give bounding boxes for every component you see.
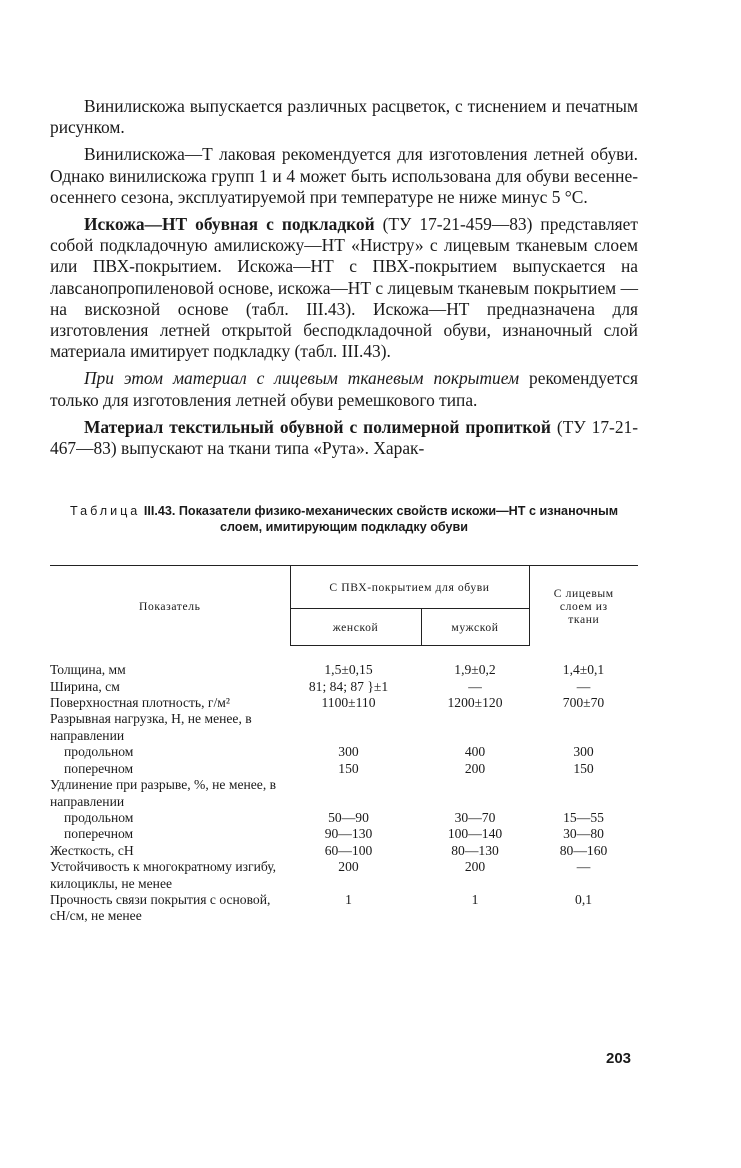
paragraph-5-bold: Материал текстильный обувной с полимерной пропиткой [84,416,551,437]
page-body [50,96,638,925]
value-female: 1 [345,891,352,907]
value-male [421,711,529,744]
value-female: 50—90 [328,809,369,825]
table-caption-number: III.43. [143,504,176,519]
value-fabric: — [576,678,591,694]
row-label: продольном [64,744,134,760]
value-female: 1100±110 [321,695,376,711]
value-male: 200 [464,859,486,875]
value-female: 150 [338,760,359,776]
table-caption-title: Показатели физико-механических свойств искожи—НТ с изнаночным слоем, имитирующим подкладку обуви [178,504,619,535]
paragraph-4 [50,368,638,410]
table-caption-label: Таблица [69,504,141,519]
value-fabric: 700±70 [562,695,605,711]
row-label: Жесткость, сН [50,842,134,858]
value-fabric: 0,1 [575,891,593,907]
row-label: Устойчивость к многократному изгибу, килоциклы, не менее [50,859,277,891]
paragraph-5-text: (ТУ 17-21-467—83) выпускают на ткани типа «Рута». Харак- [50,416,638,459]
value-female: 200 [338,859,359,875]
value-fabric: 300 [573,744,594,760]
paragraph-1: Винилискожа выпускается различных расцветок, с тиснением и печатным рисунком. [50,96,638,138]
paragraph-3-text: (ТУ 17-21-459—83) представляет собой подкладочную амилискожу—НТ «Нистру» с лицевым тканевым слоем или ПВХ-покрытием. Искожа—НТ с ПВХ-покрытием выпускается на лавсанопропиленовой основе, искожа—НТ с лицевым тканевым покрытием — на вискозной основе (табл. III.43). Искожа—НТ предназначена для изготовления летней открытой бесподкладочной обуви, изнаночный слой материала имитирует подкладку (табл. III.43). [50,214,638,362]
value-fabric [529,711,638,744]
header-female: женской [290,609,421,646]
value-male: 1,9±0,2 [454,662,496,678]
table-row [50,843,638,859]
table-row [50,711,638,744]
table-body [50,646,638,925]
value-fabric: 150 [573,760,594,776]
row-label: Толщина, мм [50,661,126,677]
table-row [50,810,638,826]
paragraph-3-bold: Искожа—НТ обувная с подкладкой [84,214,375,235]
row-label: поперечном [64,760,134,776]
row-label: Разрывная нагрузка, Н, не менее, в направлении [50,711,252,743]
row-label: поперечном [64,826,134,842]
value-male [421,777,529,810]
table-caption [50,503,638,535]
value-male: 200 [464,760,486,776]
table-row [50,892,638,925]
value-female: 81; 84; 87 }±1 [308,678,389,694]
value-female [290,777,421,810]
properties-table [50,565,638,925]
value-female [290,711,421,744]
header-indicator: Показатель [50,566,290,646]
table-row [50,761,638,777]
value-female: 300 [338,744,359,760]
value-female: 90—130 [324,826,373,842]
row-label: Прочность связи покрытия с основой, сН/см, не менее [50,891,271,924]
table-row [50,744,638,760]
table-row [50,859,638,892]
row-label: Удлинение при разрыве, %, не менее, в направлении [50,777,277,809]
header-fabric: С лицевым слоем из ткани [529,566,638,646]
value-male: 1 [471,891,479,907]
paragraph-4-text: рекомендуется только для изготовления летней обуви ремешкового типа. [50,368,638,410]
value-fabric: 1,4±0,1 [562,661,605,677]
table-row [50,777,638,810]
value-male: 400 [464,744,486,760]
row-label: продольном [64,809,134,825]
value-male: 80—130 [451,842,499,858]
header-pvc-group: С ПВХ-покрытием для обуви [290,566,529,609]
paragraph-3 [50,214,638,362]
value-fabric [529,777,638,810]
row-label: Ширина, см [50,678,120,694]
value-fabric: 80—160 [559,842,608,858]
row-label: Поверхностная плотность, г/м² [50,695,230,711]
value-male: 30—70 [454,809,496,825]
paragraph-2: Винилискожа—Т лаковая рекомендуется для изготовления летней обуви. Однако винилискожа групп 1 и 4 может быть использована для обуви весенне-осеннего сезона, эксплуатируемой при температуре не ниже минус 5 °С. [50,144,638,207]
value-fabric: — [576,859,591,875]
value-male: 100—140 [447,826,503,842]
value-male: — [468,678,482,694]
value-female: 1,5±0,15 [324,662,373,678]
table-row [50,679,638,695]
paragraph-5 [50,417,638,459]
value-fabric: 30—80 [563,826,604,842]
value-female: 60—100 [324,842,373,858]
table-row [50,826,638,842]
value-male: 1200±120 [447,695,503,711]
header-male: мужской [421,609,529,646]
value-fabric: 15—55 [563,809,604,825]
page-number: 203 [606,1050,632,1067]
paragraph-4-italic: При этом материал с лицевым тканевым покрытием [84,368,520,389]
table-row [50,695,638,711]
table-row [50,646,638,679]
